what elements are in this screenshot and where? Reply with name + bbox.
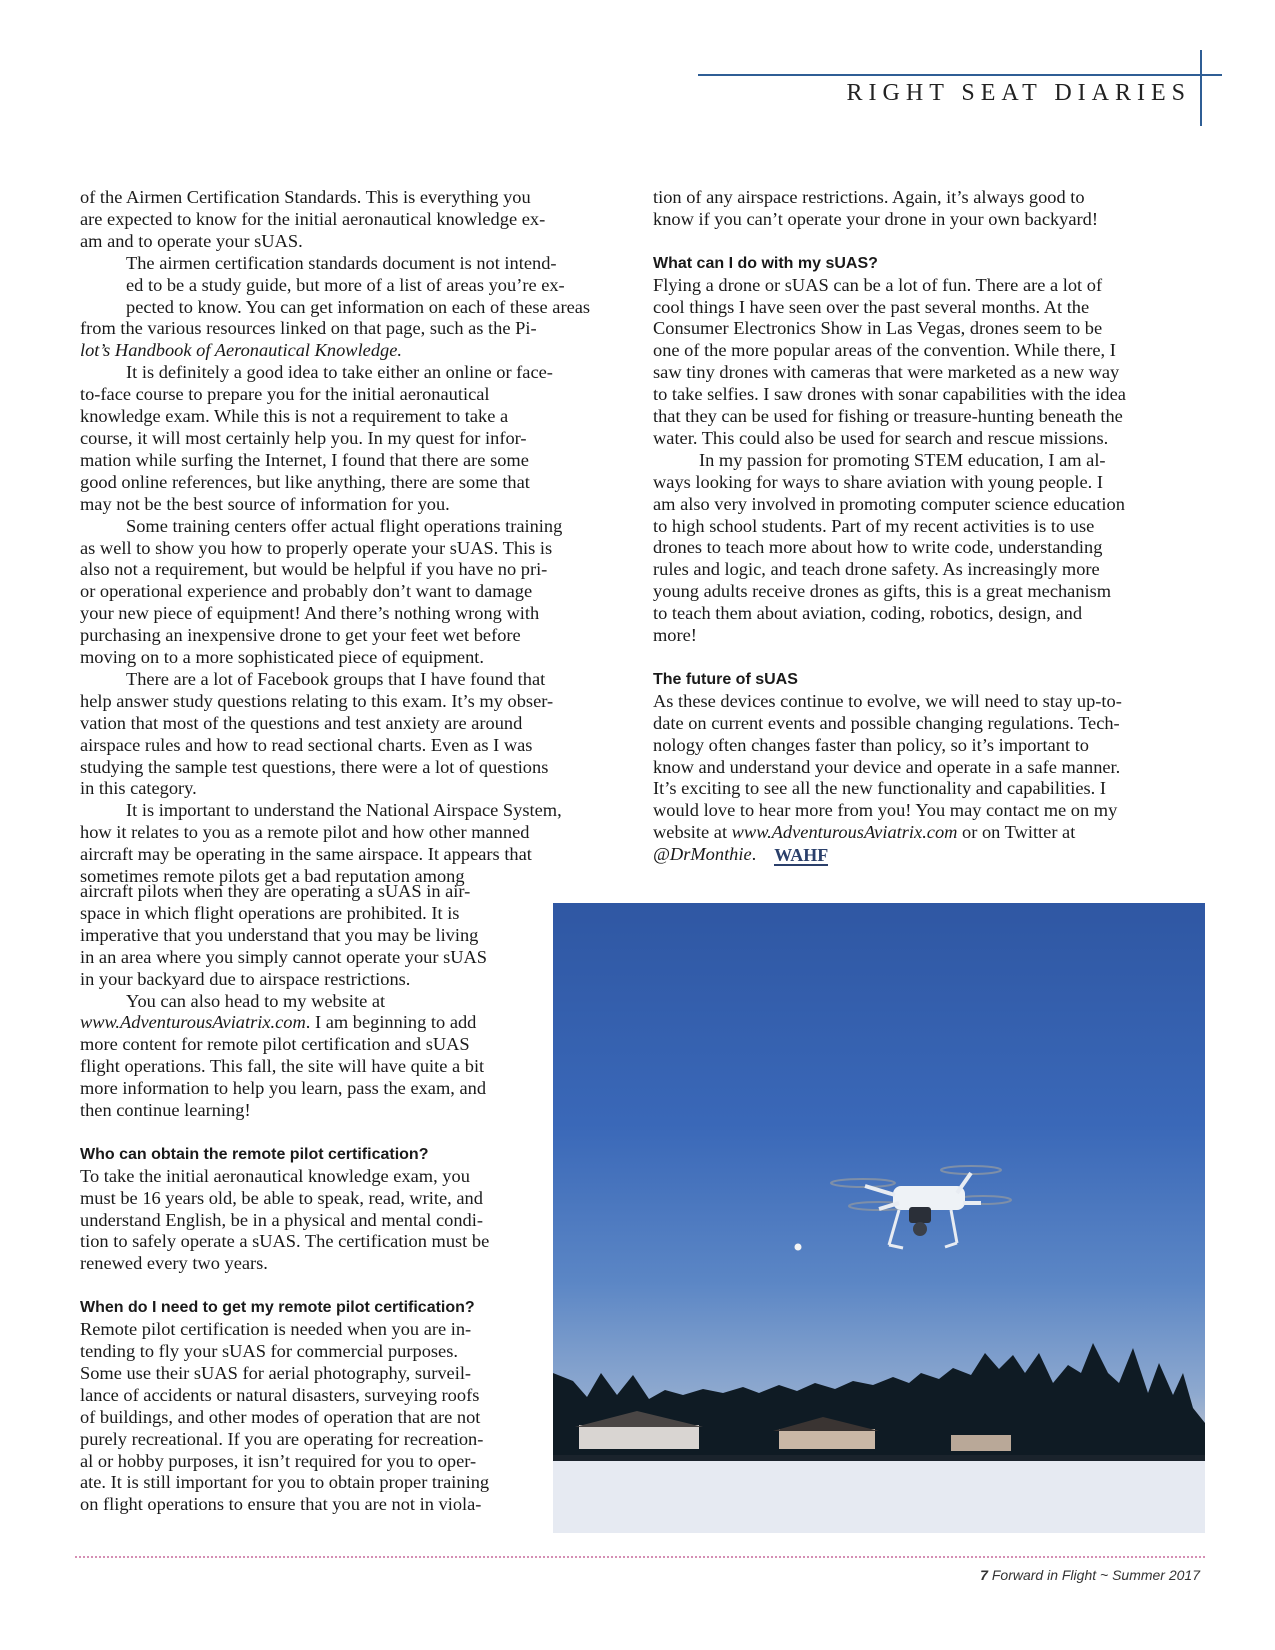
tree-line [553,1343,1205,1463]
text-line: studying the sample test questions, there were a lot of questions [80,756,549,777]
text-line: tending to fly your sUAS for commercial purposes. [80,1341,458,1361]
twitter-handle[interactable]: @DrMonthie [653,844,752,865]
paragraph [80,516,618,669]
paragraph: As these devices continue to evolve, we will need to stay up-to- date on current events and possible changing regulations. Tech- nology often changes faster than policy, so it’s important to know and understand your device and operate in a safe manner. It’s exciting to see all the new functionality and capabilities. I would love to hear more from you! You may contact me on my website at www.AdventurousAviatrix.com or on Twitter at @DrMonthie. WAHF [653,690,1122,865]
text-line: ways looking for ways to share aviation with young people. I [653,471,1103,492]
text-line: of the Airmen Certification Standards. This is everything you [80,187,531,207]
text-line: It is definitely a good idea to take either an online or face- [126,362,553,383]
text-line: purchasing an inexpensive drone to get your feet wet before [80,625,521,646]
page-number: 7 [980,1567,988,1583]
right-column [653,187,1193,866]
text-line: more information to help you learn, pass the exam, and [80,1078,487,1099]
footer-divider [75,1556,1205,1558]
website-link[interactable]: www.AdventurousAviatrix.com [80,1012,306,1033]
text-line: how it relates to you as a remote pilot and how other manned [80,822,530,843]
section-heading: What can I do with my sUAS? [653,254,878,272]
text-line: tion to safely operate a sUAS. The certification must be [80,1231,490,1252]
drone-photo [553,903,1205,1533]
left-column [80,187,618,888]
text-line: course, it will most certainly help you. In my quest for infor- [80,427,527,448]
paragraph [80,1034,550,1122]
text-line: of buildings, and other modes of operation that are not [80,1406,481,1427]
moon [795,1244,802,1251]
text-line: good online references, but like anything, there are some that [80,471,530,492]
text-line: moving on to a more sophisticated piece of equipment. [80,647,484,668]
text-line: space in which flight operations are prohibited. It is [80,902,460,923]
text-line: young adults receive drones as gifts, this is a great mechanism [653,581,1112,602]
text-line: may not be the best source of information for you. [80,493,450,514]
text-line: purely recreational. If you are operating for recreation- [80,1428,484,1449]
paragraph [80,1166,550,1276]
text-line: must be 16 years old, be able to speak, read, write, and [80,1187,483,1208]
text-line: aircraft pilots when they are operating a sUAS in air- [80,881,471,901]
paragraph [80,800,618,888]
text-line: in an area where you simply cannot operate your sUAS [80,946,488,967]
text-line: ate. It is still important for you to obtain proper training [80,1472,490,1493]
drone [831,1166,1011,1248]
text-line: mation while surfing the Internet, I found that there are some [80,449,529,470]
text-line: or operational experience and probably don’t want to damage [80,581,533,602]
paragraph [80,187,618,253]
text-line: as well to show you how to properly operate your sUAS. This is [80,537,553,558]
text-line: drones to teach more about how to write code, understanding [653,537,1103,558]
paragraph: You can also head to my website at www.AdventurousAviatrix.com. I am beginning to add [80,990,477,1033]
wahf-logo: WAHF [774,844,829,865]
text-line: water. This could also be used for search and rescue missions. [653,427,1109,448]
text-line: Remote pilot certification is needed when you are in- [80,1319,472,1340]
text-line: imperative that you understand that you may be living [80,924,479,945]
text-line: renewed every two years. [80,1253,268,1274]
text-line: In my passion for promoting STEM education, I am al- [699,449,1106,470]
text-line: am also very involved in promoting computer science education [653,493,1125,514]
page-footer [980,1567,1200,1583]
drone-photo-illustration [553,903,1205,1533]
website-link[interactable]: www.AdventurousAviatrix.com [731,822,958,843]
text-line: am and to operate your sUAS. [80,230,303,251]
frozen-lake [553,1458,1205,1533]
paragraph [80,362,618,515]
text-line: To take the initial aeronautical knowledge exam, you [80,1165,470,1186]
text-line: al or hobby purposes, it isn’t required for you to oper- [80,1450,477,1471]
paragraph [653,450,1193,647]
shoreline [553,1455,1205,1461]
text-line: understand English, be in a physical and mental condi- [80,1209,483,1230]
text-line: aircraft may be operating in the same airspace. It appears that [80,844,532,865]
paragraph [653,275,1193,450]
text-line: lance of accidents or natural disasters, surveying roofs [80,1384,480,1405]
text-line: tion of any airspace restrictions. Again, it’s always good to [653,187,1085,207]
text-line: know if you can’t operate your drone in your own backyard! [653,208,1098,229]
text-line: on flight operations to ensure that you are not in viola- [80,1494,482,1515]
text-line: rules and logic, and teach drone safety. As increasingly more [653,559,1100,580]
text-line: There are a lot of Facebook groups that I have found that [126,668,546,689]
text-line: knowledge exam. While this is not a requirement to take a [80,406,509,427]
paragraph [653,187,1193,231]
text-line: are expected to know for the initial aeronautical knowledge ex- [80,208,546,229]
text-line: that they can be used for fishing or treasure-hunting beneath the [653,406,1123,427]
text-line: your new piece of equipment! And there’s nothing wrong with [80,603,540,624]
paragraph [80,881,550,991]
text-line: to-face course to prepare you for the initial aeronautical [80,384,490,405]
text-line: Some use their sUAS for aerial photography, surveil- [80,1362,472,1383]
text-line: in this category. [80,778,197,799]
text-line: one of the more popular areas of the convention. While there, I [653,340,1116,361]
header-rule [698,74,1222,76]
paragraph [80,1319,550,1516]
header-vertical-rule [1200,50,1202,126]
text-line: to high school students. Part of my recent activities is to use [653,515,1095,536]
text-line: more content for remote pilot certification and sUAS [80,1034,470,1055]
section-heading: Who can obtain the remote pilot certification? [80,1145,429,1163]
paragraph [80,669,618,800]
text-line: Consumer Electronics Show in Las Vegas, drones seem to be [653,318,1103,339]
publication-name: Forward in Flight ~ Summer 2017 [987,1567,1200,1583]
section-heading: The future of sUAS [653,670,798,688]
text-line: Some training centers offer actual flight operations training [126,515,563,536]
text-line: sometimes remote pilots get a bad reputation among [80,866,465,887]
text-line: saw tiny drones with cameras that were marketed as a new way [653,362,1120,383]
text-line: Flying a drone or sUAS can be a lot of fun. There are a lot of [653,274,1103,295]
text-line: vation that most of the questions and test anxiety are around [80,712,523,733]
text-line: to teach them about aviation, coding, robotics, design, and [653,603,1083,624]
text-line: to take selfies. I saw drones with sonar capabilities with the idea [653,384,1126,405]
text-line: in your backyard due to airspace restrictions. [80,968,411,989]
section-heading: When do I need to get my remote pilot certification? [80,1299,475,1317]
text-line: flight operations. This fall, the site will have quite a bit [80,1056,485,1077]
text-line: more! [653,625,697,646]
text-line: then continue learning! [80,1100,251,1121]
text-line: cool things I have seen over the past several months. At the [653,296,1090,317]
section-title: RIGHT SEAT DIARIES [846,80,1191,106]
paragraph: The airmen certification standards document is not intend- ed to be a study guide, but more of a list of areas you’re ex- pected to know. You can get information on each of these areas from the various resources linked on that page, such as the Pi- lot’s Handbook of Aeronautical Knowledge. [80,252,591,361]
text-line: also not a requirement, but would be helpful if you have no pri- [80,559,548,580]
left-column-continued [80,881,550,1516]
text-line: airspace rules and how to read sectional charts. Even as I was [80,734,533,755]
text-line: It is important to understand the National Airspace System, [126,800,562,821]
text-line: help answer study questions relating to this exam. It’s my obser- [80,690,554,711]
